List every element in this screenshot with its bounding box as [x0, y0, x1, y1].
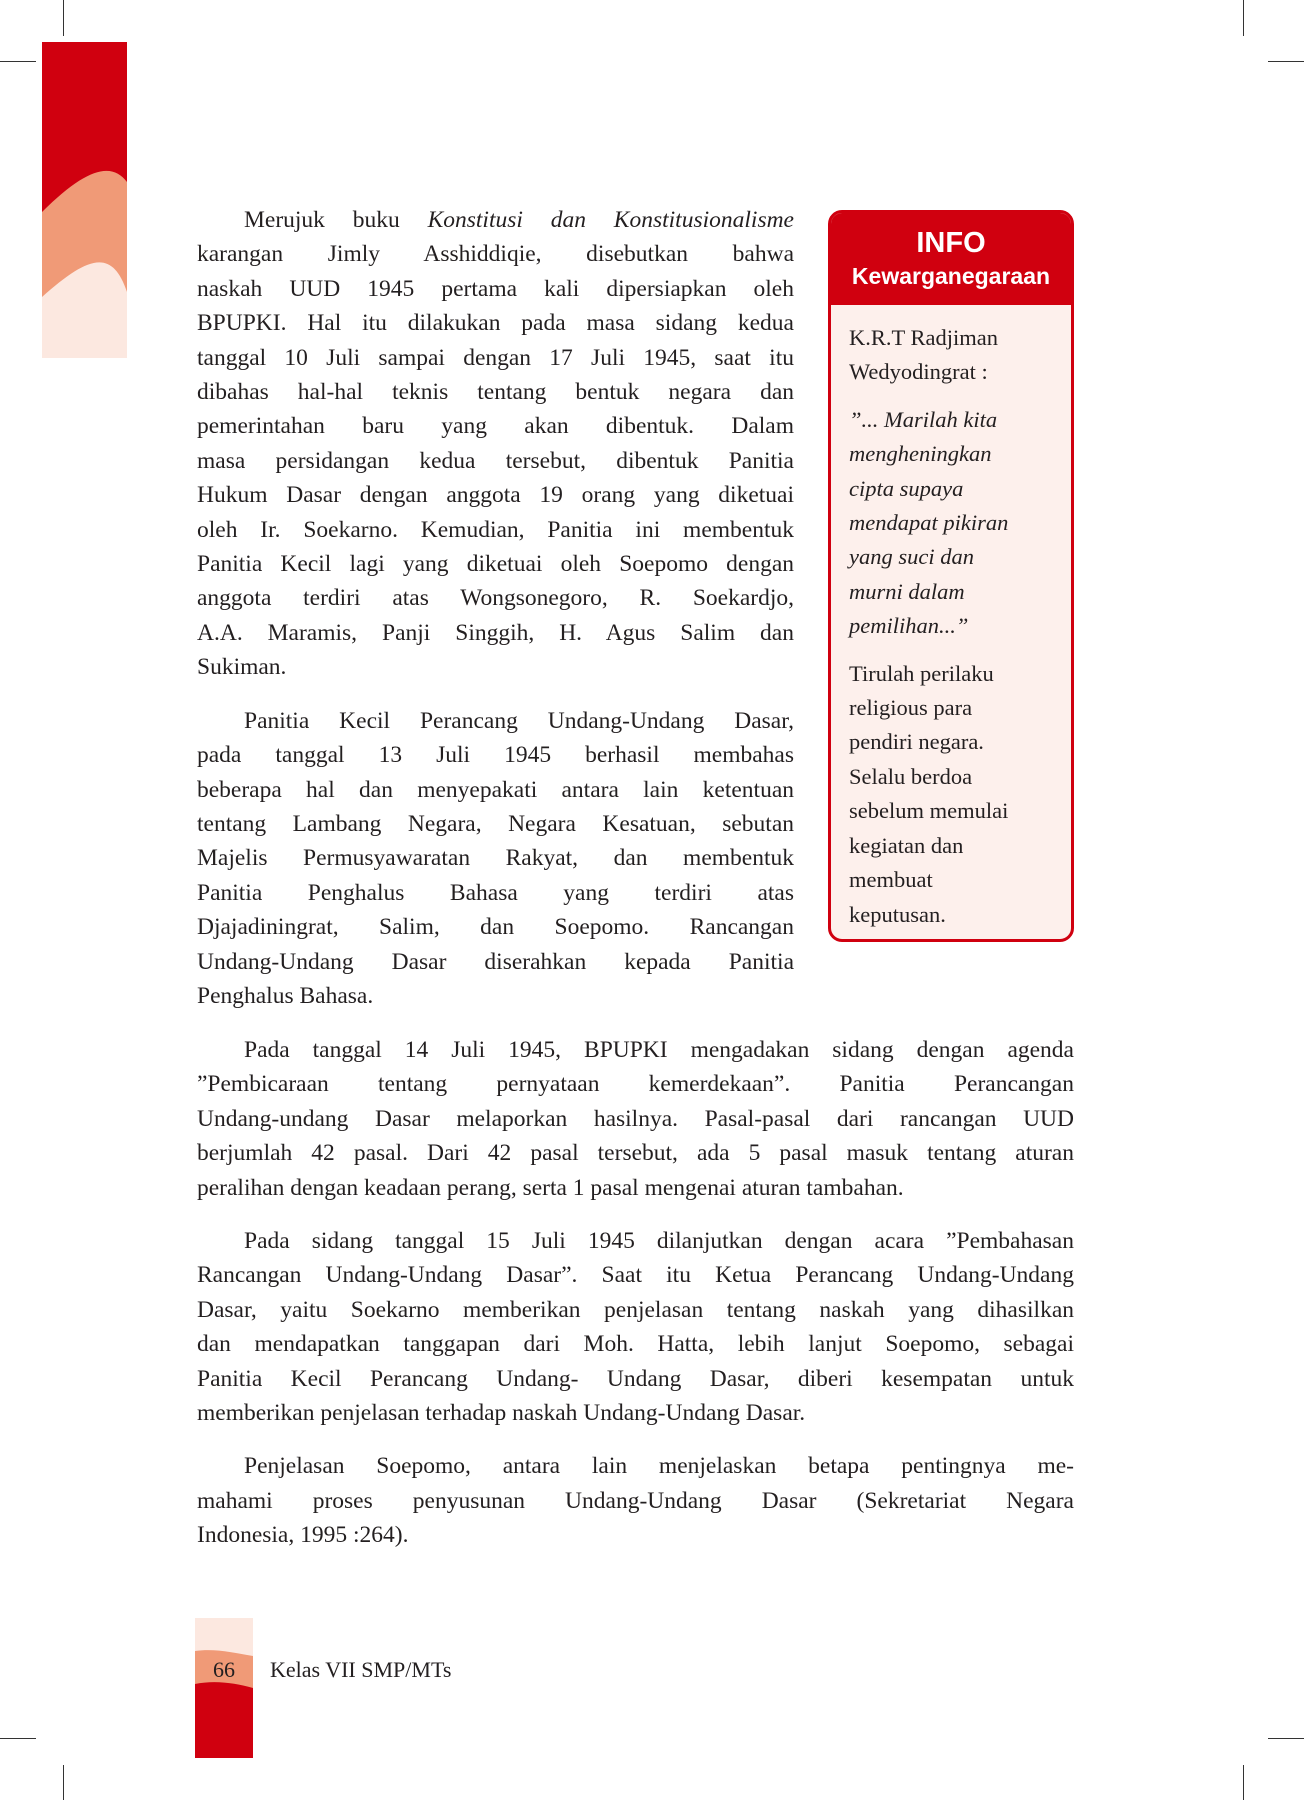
- body-text-upper: [197, 203, 794, 1032]
- crop-mark: [1268, 1738, 1304, 1739]
- info-line: pemilihan...”: [849, 613, 969, 639]
- info-line: yang suci dan: [849, 544, 974, 570]
- text-line: peralihan dengan keadaan perang, serta 1 pasal mengenai aturan tambahan.: [197, 1174, 904, 1201]
- info-line: K.R.T Radjiman: [849, 325, 998, 350]
- info-line: mengheningkan: [849, 441, 992, 467]
- text-line: ”Pembicaraan tentang pernyataan kemerdekaan”. Panitia Perancangan: [197, 1071, 1074, 1098]
- text-line: Panitia Penghalus Bahasa yang terdiri atas: [197, 879, 794, 906]
- decorative-side-band: [42, 42, 127, 358]
- crop-mark: [0, 1738, 36, 1739]
- text-line: Indonesia, 1995 :264).: [197, 1522, 409, 1549]
- text-line: pemerintahan baru yang akan dibentuk. Dalam: [197, 413, 794, 440]
- text-line: berjumlah 42 pasal. Dari 42 pasal tersebut, ada 5 pasal masuk tentang aturan: [197, 1140, 1074, 1167]
- paragraph: [197, 1033, 1074, 1205]
- info-line: membuat: [849, 867, 933, 893]
- info-line: kegiatan dan: [849, 832, 964, 858]
- info-line: cipta supaya: [849, 475, 964, 501]
- crop-mark: [1243, 1765, 1244, 1800]
- info-line: mendapat pikiran: [849, 510, 1009, 536]
- info-line: keputusan.: [849, 901, 946, 927]
- book-label: Kelas VII SMP/MTs: [270, 1657, 452, 1682]
- text-line: Djajadiningrat, Salim, dan Soepomo. Rancangan: [197, 914, 794, 941]
- text-line: anggota terdiri atas Wongsonegoro, R. Soekardjo,: [197, 585, 794, 612]
- crop-mark: [63, 1765, 64, 1800]
- info-line: murni dalam: [849, 578, 965, 604]
- text-line: Majelis Permusyawaratan Rakyat, dan membentuk: [197, 845, 794, 872]
- crop-mark: [1268, 61, 1304, 62]
- text-line: naskah UUD 1945 pertama kali dipersiapkan oleh: [197, 275, 794, 302]
- paragraph: [197, 1449, 1074, 1552]
- page-number: 66: [213, 1657, 235, 1682]
- text-line: oleh Ir. Soekarno. Kemudian, Panitia ini membentuk: [197, 516, 794, 543]
- info-line: Tirulah perilaku: [849, 660, 994, 686]
- paragraph: [197, 203, 794, 685]
- info-box: [828, 210, 1074, 942]
- text-segment: Merujuk buku: [244, 207, 428, 233]
- text-line: [197, 203, 794, 237]
- info-line: pendiri negara.: [849, 729, 984, 755]
- info-line: Wedyodingrat :: [849, 359, 988, 385]
- info-box-header: [831, 213, 1071, 305]
- text-line: Sukiman.: [197, 654, 287, 681]
- text-line: Rancangan Undang-Undang Dasar”. Saat itu Ketua Perancang Undang-Undang: [197, 1262, 1074, 1289]
- crop-mark: [0, 61, 36, 62]
- info-line: Selalu berdoa: [849, 763, 973, 789]
- text-line: Panitia Kecil Perancang Undang-Undang Dasar,: [244, 707, 794, 734]
- info-subtitle: Kewarganegaraan: [851, 263, 1051, 289]
- text-line: pada tanggal 13 Juli 1945 berhasil membahas: [197, 742, 794, 769]
- body-text-lower: [197, 1033, 1074, 1572]
- paragraph: [197, 1224, 1074, 1430]
- crop-mark: [1243, 0, 1244, 36]
- page-number-tab: [195, 1618, 253, 1758]
- text-line: tentang Lambang Negara, Negara Kesatuan, sebutan: [197, 810, 794, 837]
- text-line: mahami proses penyusunan Undang-Undang Dasar (Sekretariat Negara: [197, 1487, 1074, 1514]
- text-line: BPUPKI. Hal itu dilakukan pada masa sidang kedua: [197, 310, 794, 337]
- text-line: karangan Jimly Asshiddiqie, disebutkan bahwa: [197, 241, 794, 268]
- text-line: A.A. Maramis, Panji Singgih, H. Agus Salim dan: [197, 619, 794, 646]
- text-line: Dasar, yaitu Soekarno memberikan penjelasan tentang naskah yang dihasilkan: [197, 1296, 1074, 1323]
- text-line: masa persidangan kedua tersebut, dibentuk Panitia: [197, 447, 794, 474]
- info-speaker: [849, 321, 1061, 390]
- text-line: dibahas hal-hal teknis tentang bentuk negara dan: [197, 379, 794, 406]
- paragraph: [197, 704, 794, 1014]
- text-line: Undang-Undang Dasar diserahkan kepada Panitia: [197, 948, 794, 975]
- text-line: Penjelasan Soepomo, antara lain menjelaskan betapa pentingnya me-: [244, 1453, 1074, 1480]
- text-line: Penghalus Bahasa.: [197, 982, 374, 1009]
- text-line: Pada sidang tanggal 15 Juli 1945 dilanjutkan dengan acara ”Pembahasan: [244, 1228, 1074, 1255]
- book-title: Konstitusi dan Konstitusionalisme: [427, 207, 794, 233]
- crop-mark: [63, 0, 64, 36]
- info-title: INFO: [916, 227, 986, 259]
- text-line: Undang-undang Dasar melaporkan hasilnya. Pasal-pasal dari rancangan UUD: [197, 1105, 1074, 1132]
- text-line: beberapa hal dan menyepakati antara lain ketentuan: [197, 776, 794, 803]
- info-quote: [849, 403, 1061, 644]
- text-line: tanggal 10 Juli sampai dengan 17 Juli 1945, saat itu: [197, 344, 794, 371]
- text-line: dan mendapatkan tanggapan dari Moh. Hatta, lebih lanjut Soepomo, sebagai: [197, 1331, 1074, 1358]
- info-line: ”... Marilah kita: [849, 406, 998, 432]
- text-line: Pada tanggal 14 Juli 1945, BPUPKI mengadakan sidang dengan agenda: [244, 1037, 1074, 1063]
- info-line: religious para: [849, 695, 973, 721]
- info-note: [849, 657, 1061, 932]
- text-line: Panitia Kecil lagi yang diketuai oleh Soepomo dengan: [197, 551, 794, 578]
- text-line: Hukum Dasar dengan anggota 19 orang yang diketuai: [197, 482, 794, 509]
- text-line: memberikan penjelasan terhadap naskah Undang-Undang Dasar.: [197, 1400, 806, 1427]
- info-line: sebelum memulai: [849, 798, 1009, 824]
- text-line: Panitia Kecil Perancang Undang- Undang Dasar, diberi kesempatan untuk: [197, 1365, 1074, 1392]
